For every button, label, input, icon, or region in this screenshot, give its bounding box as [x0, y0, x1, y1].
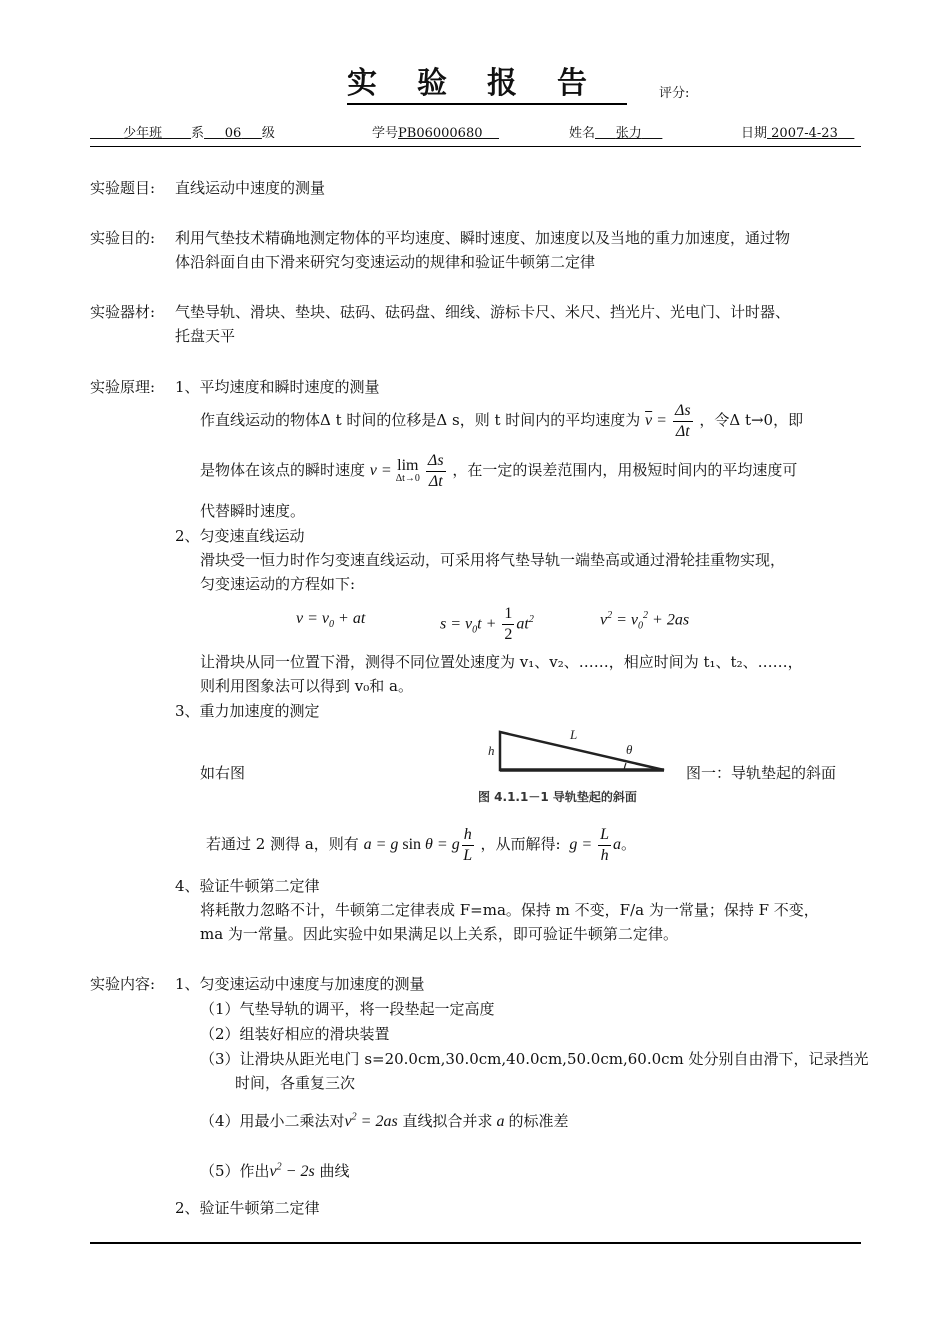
principle-s1-line-3: 代替瞬时速度。 — [200, 502, 306, 520]
principle-label: 实验原理: — [90, 378, 156, 396]
content-label: 实验内容: — [90, 975, 156, 993]
s1-line2-text-a: 是物体在该点的瞬时速度 — [200, 461, 366, 479]
date-label: 日期 — [741, 126, 768, 141]
s1-line1-text-a: 作直线运动的物体Δ t 时间的位移是Δ s，则 t 时间内的平均速度为 — [200, 411, 641, 429]
principle-s4-line-1: 将耗散力忽略不计，牛顿第二定律表成 F=ma。保持 m 不变，F/a 为一常量；保持 F 不变， — [200, 901, 819, 919]
equipment-label: 实验器材: — [90, 303, 156, 321]
date-value: 2007-4-23 — [771, 126, 838, 141]
content-step-3-line-2: 时间，各重复三次 — [235, 1074, 356, 1092]
purpose-label: 实验目的: — [90, 229, 156, 247]
student-id-field — [372, 122, 499, 141]
s1-line2-text-b: ，在一定的误差范围内，用极短时间内的平均速度可 — [452, 461, 798, 479]
principle-section-3-title: 3、重力加速度的测定 — [175, 702, 320, 720]
dept-value: 06 — [224, 126, 242, 141]
header-rule — [90, 146, 861, 147]
incline-label-theta: θ — [626, 742, 633, 757]
class-value: 少年班 — [123, 126, 163, 141]
content-section-2-title: 2、验证牛顿第二定律 — [175, 1199, 320, 1217]
step4-text-b: 直线拟合并求 — [402, 1112, 493, 1130]
content-step-3-line-1: （3）让滑块从距光电门 s=20.0cm,30.0cm,40.0cm,50.0cm,60.0cm 处分别自由滑下，记录挡光 — [200, 1050, 869, 1068]
step4-text-a: （4）用最小二乘法对 — [200, 1112, 345, 1130]
s3-line-text-a: 若通过 2 测得 a，则有 — [206, 835, 359, 853]
acceleration-formula: a = g sin θ = g $\frac{h}{L}$ — [363, 825, 473, 864]
id-label: 学号 — [372, 126, 399, 141]
avg-velocity-formula: $\overline{v}$ = $\frac{\Delta s}{\Delta t}$ — [645, 401, 691, 440]
principle-s2-line-2: 匀变速运动的方程如下: — [200, 575, 356, 593]
s1-line1-text-b: ，令Δ t→0，即 — [699, 411, 804, 429]
date-field — [741, 122, 854, 141]
principle-s1-line-1 — [200, 398, 803, 443]
purpose-line-1: 利用气垫技术精确地测定物体的平均速度、瞬时速度、加速度以及当地的重力加速度，通过物 — [175, 229, 791, 247]
principle-section-2-title: 2、匀变速直线运动 — [175, 527, 305, 545]
content-step-1: （1）气垫导轨的调平，将一段垫起一定高度 — [200, 1000, 495, 1018]
equipment-line-2: 托盘天平 — [175, 327, 236, 345]
principle-s2-line-3: 让滑块从同一位置下滑，测得不同位置处速度为 v₁、v₂、……，相应时间为 t₁、t₂、……， — [200, 653, 803, 671]
principle-section-1-title: 1、平均速度和瞬时速度的测量 — [175, 378, 380, 396]
figure-label: 图一：导轨垫起的斜面 — [686, 764, 837, 782]
acceleration-symbol: a — [496, 1113, 505, 1130]
step4-text-c: 的标准差 — [508, 1112, 569, 1130]
content-section-1-title: 1、匀变速运动中速度与加速度的测量 — [175, 975, 425, 993]
fit-equation: $v^2 = 2as$ — [344, 1111, 398, 1130]
equipment-line-1: 气垫导轨、滑块、垫块、砝码、砝码盘、细线、游标卡尺、米尺、挡光片、光电门、计时器、 — [175, 303, 791, 321]
instant-velocity-formula: v = lim Δt→0 $\frac{\Delta s}{\Delta t}$ — [369, 451, 444, 490]
equation-velocity-squared: $v^2 = v_0^2 + 2as$ — [600, 610, 690, 632]
principle-section-4-title: 4、验证牛顿第二定律 — [175, 877, 320, 895]
topic-label: 实验题目: — [90, 179, 156, 197]
topic-text: 直线运动中速度的测量 — [175, 179, 326, 197]
name-field — [569, 122, 662, 141]
gravity-formula: g = $\frac{L}{h}$ a — [569, 825, 622, 864]
id-value: PB06000680 — [398, 126, 483, 141]
principle-s4-line-2: ma 为一常量。因此实验中如果满足以上关系，即可验证牛顿第二定律。 — [200, 925, 678, 943]
content-step-5 — [200, 1160, 349, 1181]
score-label: 评分: — [659, 86, 690, 101]
purpose-line-2: 体沿斜面自由下滑来研究匀变速运动的规律和验证牛顿第二定律 — [175, 253, 596, 271]
incline-diagram — [484, 722, 674, 778]
footer-rule — [90, 1242, 861, 1244]
principle-s3-formula-line: 若通过 2 测得 a，则有 a = g sin θ = g $\frac{h}{L}$ ，从而解得: g = $\frac{L}{h}$ a。 — [206, 825, 637, 864]
curve-expression: $v^2 - 2s$ — [269, 1161, 315, 1180]
incline-label-h: h — [488, 743, 495, 758]
step5-text-a: （5）作出 — [200, 1162, 270, 1180]
dept-label: 系 — [191, 126, 205, 141]
equation-displacement: $s = v_0t$ + $\frac{1}{2}$ $at^2$ — [440, 605, 534, 644]
figure-caption: 图 4.1.1－1 导轨垫起的斜面 — [478, 790, 637, 804]
page-title: 实验报告 — [347, 66, 627, 105]
class-field — [90, 122, 275, 141]
grade-label: 级 — [261, 126, 275, 141]
name-value: 张力 — [615, 126, 642, 141]
see-figure-text: 如右图 — [200, 764, 246, 782]
principle-s2-line-4: 则利用图象法可以得到 v₀和 a。 — [200, 677, 413, 695]
principle-s1-line-2 — [200, 448, 797, 493]
incline-label-L: L — [570, 727, 578, 742]
content-step-4 — [200, 1110, 569, 1131]
content-step-2: （2）组装好相应的滑块装置 — [200, 1025, 390, 1043]
step5-text-b: 曲线 — [319, 1162, 350, 1180]
principle-s2-line-1: 滑块受一恒力时作匀变速直线运动，可采用将气垫导轨一端垫高或通过滑轮挂重物实现， — [200, 551, 786, 569]
s3-line-text-b: ，从而解得: — [480, 835, 561, 853]
name-label: 姓名 — [569, 126, 596, 141]
equation-velocity: $v = v_0$ + at — [296, 610, 366, 631]
